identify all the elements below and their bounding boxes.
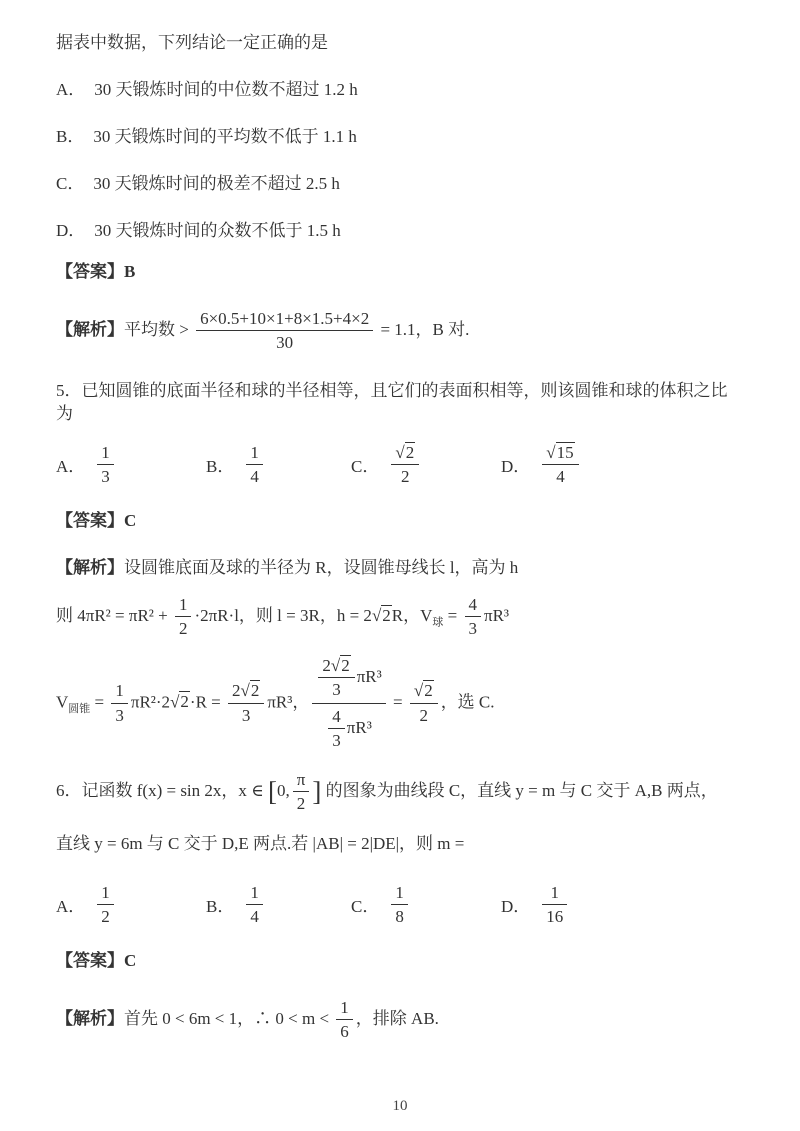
option-label: D． xyxy=(56,220,86,240)
stem-text: 的图象为曲线段 C，直线 y = m 与 C 交于 A,B 两点， xyxy=(321,780,718,800)
math-text: R，V xyxy=(391,605,433,625)
numerator: 1 xyxy=(115,681,124,701)
math-text: V xyxy=(56,692,69,712)
numerator: 1 xyxy=(250,442,259,462)
radical-sign: √ xyxy=(413,681,424,701)
math-text: πR³ xyxy=(346,717,372,737)
numerator: 1 xyxy=(340,997,349,1017)
fraction xyxy=(196,308,373,354)
fraction xyxy=(228,680,264,726)
option-label: B． xyxy=(206,897,235,917)
math-text: 设圆锥底面及球的半径为 R，设圆锥母线长 l，高为 h xyxy=(124,557,519,577)
option-label: D． xyxy=(501,457,531,477)
square-root xyxy=(372,605,392,625)
numerator xyxy=(542,442,578,465)
math-text: πR³， xyxy=(267,692,310,712)
page-number: 10 xyxy=(392,1098,408,1114)
denominator: 4 xyxy=(246,904,263,928)
denominator: 4 xyxy=(246,464,263,488)
numerator: 1 xyxy=(250,882,259,902)
fraction xyxy=(111,680,128,726)
denominator xyxy=(312,703,385,753)
option-label: C． xyxy=(351,897,380,917)
denominator: 2 xyxy=(391,464,419,488)
denominator: 3 xyxy=(97,464,114,488)
numerator xyxy=(312,654,385,703)
denominator: 3 xyxy=(318,677,354,701)
q6-analysis xyxy=(56,997,744,1043)
q4-option-b xyxy=(56,126,744,149)
option-text: 30 天锻炼时间的众数不低于 1.5 h xyxy=(94,220,341,240)
radicand: 2 xyxy=(341,655,350,675)
fraction xyxy=(246,442,263,488)
fraction xyxy=(328,706,345,752)
option-label: D． xyxy=(501,897,531,917)
fraction xyxy=(97,442,114,488)
numerator xyxy=(410,680,438,703)
fraction xyxy=(293,769,310,815)
radical-sign: √ xyxy=(170,692,180,712)
math-text: 平均数 > xyxy=(124,319,194,339)
q5-stem xyxy=(56,380,744,426)
square-root xyxy=(546,442,574,462)
math-text: 0, xyxy=(277,780,290,800)
stem-text: 5．已知圆锥的底面半径和球的半径相等，且它们的表面积相等，则该圆锥和球的体积之比为 xyxy=(56,380,728,423)
denominator: 30 xyxy=(196,330,373,354)
q6-answer xyxy=(56,950,744,973)
answer-tag: 【答案】 xyxy=(56,261,124,281)
numerator xyxy=(318,655,354,678)
stem-text: 据表中数据，下列结论一定正确的是 xyxy=(56,33,328,52)
option-text: 30 天锻炼时间的中位数不超过 1.2 h xyxy=(94,79,358,99)
fraction xyxy=(175,594,192,640)
option-label: B． xyxy=(56,126,85,146)
numerator: 4 xyxy=(468,594,477,614)
math-text: 则 4πR² = πR² + xyxy=(56,605,172,625)
math-text: ·2πR·l，则 l = 3R，h = 2 xyxy=(194,605,372,625)
q6-stem-line1 xyxy=(56,769,744,815)
fraction xyxy=(465,594,482,640)
option-label: C． xyxy=(351,457,380,477)
numerator xyxy=(228,680,264,703)
numerator: 1 xyxy=(550,882,560,902)
q6-option-d xyxy=(501,882,570,928)
denominator: 3 xyxy=(228,703,264,727)
numerator: π xyxy=(296,769,306,789)
q5-option-d xyxy=(501,442,582,488)
option-label: A． xyxy=(56,457,86,477)
option-label: B． xyxy=(206,457,235,477)
radicand: 2 xyxy=(180,692,189,712)
q6-option-a xyxy=(56,882,206,928)
q6-option-b xyxy=(206,882,351,928)
q5-analysis-line1 xyxy=(56,557,744,580)
answer-tag: 【答案】 xyxy=(56,510,124,530)
stem-text: 6．记函数 f(x) = sin 2x，x ∈ xyxy=(56,780,268,800)
big-fraction xyxy=(312,654,385,753)
denominator: 4 xyxy=(542,464,578,488)
q6-option-c xyxy=(351,882,501,928)
analysis-tag: 【解析】 xyxy=(56,557,124,577)
numerator xyxy=(391,442,419,465)
q6-stem-line2 xyxy=(56,833,744,856)
analysis-tag: 【解析】 xyxy=(56,1008,124,1028)
fraction xyxy=(97,882,114,928)
numerator: 6×0.5+10×1+8×1.5+4×2 xyxy=(200,308,370,328)
q4-answer xyxy=(56,261,744,284)
fraction xyxy=(391,882,408,928)
q6-options-row xyxy=(56,882,744,928)
square-root xyxy=(395,442,415,462)
radical-sign: √ xyxy=(371,605,382,625)
radicand: 2 xyxy=(405,442,415,462)
denominator: 2 xyxy=(97,904,114,928)
denominator: 16 xyxy=(542,904,567,928)
q5-analysis-line2 xyxy=(56,594,744,640)
radical-sign: √ xyxy=(330,655,341,675)
right-bracket: ] xyxy=(312,776,322,807)
q4-option-a xyxy=(56,79,744,102)
fraction xyxy=(410,680,438,726)
option-label: C． xyxy=(56,173,85,193)
numerator: 4 xyxy=(332,706,341,726)
fraction xyxy=(246,882,263,928)
numerator: 1 xyxy=(101,442,110,462)
denominator: 3 xyxy=(111,703,128,727)
math-text: ，选 C. xyxy=(440,692,495,712)
left-bracket: [ xyxy=(268,776,277,807)
radicand: 2 xyxy=(382,605,391,625)
radicand: 15 xyxy=(556,442,574,462)
option-label: A． xyxy=(56,79,86,99)
fraction xyxy=(391,442,419,488)
option-label: A． xyxy=(56,897,86,917)
math-text: ，排除 AB. xyxy=(355,1008,439,1028)
radicand: 2 xyxy=(424,681,433,701)
math-text: πR²·2 xyxy=(130,692,171,712)
answer-letter: B xyxy=(124,261,136,281)
q5-option-a xyxy=(56,442,206,488)
q4-option-c xyxy=(56,173,744,196)
analysis-tag: 【解析】 xyxy=(56,319,124,339)
math-text: ·R = xyxy=(189,692,225,712)
option-text: 30 天锻炼时间的极差不超过 2.5 h xyxy=(93,173,340,193)
radical-sign: √ xyxy=(546,442,556,462)
answer-letter: C xyxy=(124,510,137,530)
math-text: = xyxy=(90,692,109,712)
radicand: 2 xyxy=(250,681,260,701)
numerator: 1 xyxy=(101,882,110,902)
math-text: = xyxy=(443,605,462,625)
option-text: 30 天锻炼时间的平均数不低于 1.1 h xyxy=(93,126,357,146)
math-text: = xyxy=(388,692,407,712)
square-root xyxy=(241,680,261,700)
q4-option-d xyxy=(56,220,744,243)
q5-option-c xyxy=(351,442,501,488)
q5-options-row xyxy=(56,442,744,488)
stem-text: 直线 y = 6m 与 C 交于 D,E 两点.若 |AB| = 2|DE|，则 m = xyxy=(56,833,465,853)
fraction xyxy=(542,442,578,488)
denominator: 3 xyxy=(328,728,345,752)
q4-analysis xyxy=(56,308,744,354)
denominator: 2 xyxy=(293,791,310,815)
fraction xyxy=(336,997,353,1043)
q4-stem xyxy=(56,32,744,55)
denominator: 8 xyxy=(391,904,408,928)
denominator: 2 xyxy=(175,616,192,640)
q5-analysis-line3 xyxy=(56,654,744,753)
square-root xyxy=(170,691,190,711)
subscript: 圆锥 xyxy=(68,702,91,715)
square-root xyxy=(414,680,434,700)
coefficient: 2 xyxy=(232,681,241,701)
math-text: = 1.1，B 对. xyxy=(376,319,470,339)
fraction xyxy=(318,655,354,701)
radical-sign: √ xyxy=(395,442,405,462)
math-text: πR³ xyxy=(356,666,382,686)
q5-option-b xyxy=(206,442,351,488)
fraction xyxy=(542,882,567,928)
answer-letter: C xyxy=(124,950,137,970)
q5-answer xyxy=(56,510,744,533)
numerator: 1 xyxy=(178,594,188,614)
subscript: 球 xyxy=(432,615,444,628)
numerator: 1 xyxy=(395,882,404,902)
denominator: 2 xyxy=(410,703,438,727)
square-root xyxy=(331,655,351,675)
answer-tag: 【答案】 xyxy=(56,950,124,970)
math-text: 首先 0 < 6m < 1，∴ 0 < m < xyxy=(124,1008,334,1028)
denominator: 3 xyxy=(465,616,482,640)
math-text: πR³ xyxy=(484,605,510,625)
denominator: 6 xyxy=(336,1019,353,1043)
radical-sign: √ xyxy=(240,681,250,701)
coefficient: 2 xyxy=(322,655,331,675)
